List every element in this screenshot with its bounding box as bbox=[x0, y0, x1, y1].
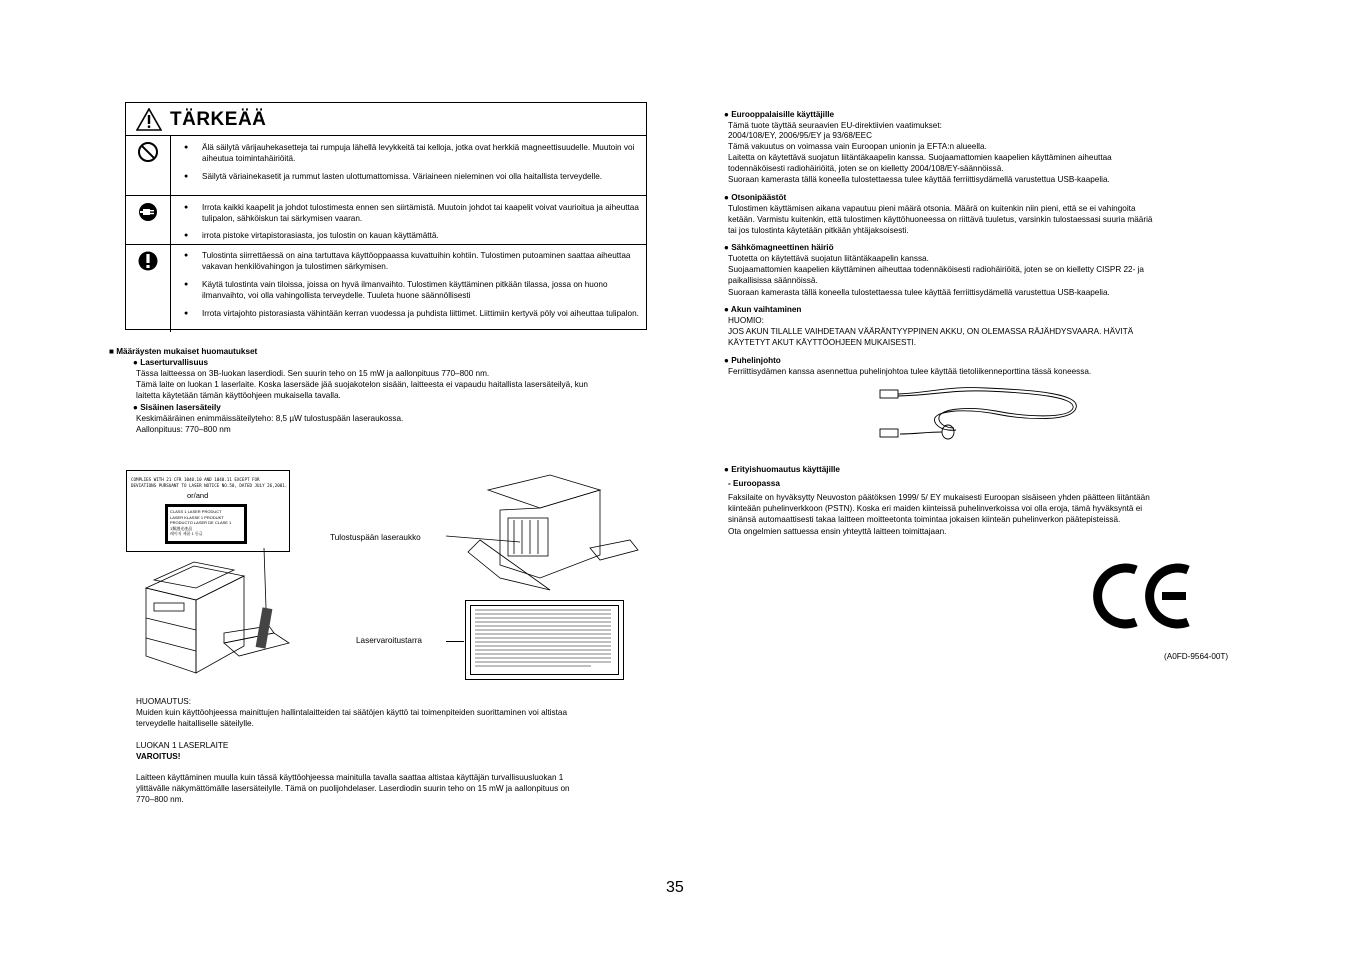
text-line: Faksilaite on hyväksytty Neuvoston päätöksen 1999/ 5/ EY mukaisesti Euroopan sisäiseen yhden päätteen liitäntään bbox=[728, 493, 1150, 502]
text-line: Suoraan kamerasta tällä koneella tulostettaessa tulee käyttää ferriittisydämellä varustettua USB-kaapelia. bbox=[728, 288, 1110, 297]
warning-item: ● Irrota virtajohto pistorasiasta vähintään kerran vuodessa ja puhdista liittimet. Liittimiin kertyvä pöly voi aiheuttaa tulipalon. bbox=[170, 309, 642, 320]
aperture-label: Tulostuspään laseraukko bbox=[330, 533, 421, 542]
laser-safety-title: ● Laserturvallisuus bbox=[133, 358, 209, 367]
text-line: Tämä laite on luokan 1 laserlaite. Koska lasersäde jää suojakotelon sisään, laitteesta ei vapaudu haitallista lasersäteilyä, kun bbox=[136, 380, 588, 389]
europe-title: - Euroopassa bbox=[728, 479, 780, 488]
printer-illustration-front bbox=[124, 548, 294, 683]
exclamation-icon bbox=[137, 250, 159, 272]
class-line: 레이저 제품 1 등급 bbox=[170, 531, 203, 536]
text-line: Tässa laitteessa on 3B-luokan laserdiodi. Sen suurin teho on 15 mW ja aallonpituus 770–800 nm. bbox=[136, 369, 490, 378]
phone-cord-illustration bbox=[876, 384, 1086, 446]
warning-group-2 bbox=[126, 196, 646, 245]
sticker-label: Laservaroitustarra bbox=[356, 636, 422, 645]
sticker-text-block bbox=[470, 605, 619, 675]
comply-line: COMPLIES WITH 21 CFR 1040.10 AND 1040.11 EXCEPT FOR bbox=[131, 477, 260, 482]
printer-illustration-open bbox=[440, 470, 640, 595]
comply-line: DEVIATIONS PURSUANT TO LASER NOTICE NO.50, DATED JULY 26,2001. bbox=[131, 483, 288, 488]
text-line: terveydelle haitalliselle säteilylle. bbox=[136, 719, 254, 728]
text-line: Laitteen käyttäminen muulla kuin tässä käyttöohjeessa mainitulla tavalla saattaa altistaa käyttäjän turvallisuusluokan 1 bbox=[136, 773, 564, 782]
warning-header bbox=[126, 103, 646, 136]
class1-heading: LUOKAN 1 LASERLAITE bbox=[136, 741, 229, 750]
text-line: Tulostimen käyttämisen aikana vapautuu pieni määrä otsonia. Määrä on kuitenkin niin pieni, että se ei vahingoita bbox=[728, 204, 1136, 213]
warning-item: ● Säilytä väriainekasetit ja rummut lasten ulottumattomissa. Väriaineen nieleminen voi olla haitallista terveydelle. bbox=[170, 172, 642, 183]
eu-title: ● Eurooppalaisille käyttäjille bbox=[724, 110, 835, 119]
text-line: Ferriittisydämen kanssa asennettua puhelinjohtoa tulee käyttää tietoliikenneporttina tässä koneessa. bbox=[728, 367, 1092, 376]
pointer-line bbox=[446, 641, 464, 642]
warning-group-1 bbox=[126, 136, 646, 196]
battery-title: ● Akun vaihtaminen bbox=[724, 305, 802, 314]
text-line: Tuotetta on käytettävä suojatun liitäntäkaapelin kanssa. bbox=[728, 254, 929, 263]
class-line: 1類激光產品 bbox=[170, 525, 193, 531]
warning-item: ● Älä säilytä värijauhekasetteja tai rumpuja lähellä levykkeitä tai kelloja, jotka ovat herkkiä magneettisuudelle. Muutoin voi aiheutua toimintahäiriöitä. bbox=[170, 143, 642, 164]
warning-item: ● Tulostinta siirrettäessä on aina tartuttava käyttöoppaassa kuvattuihin kohtiin. Tulostimen putoaminen saattaa aiheuttaa vakavan henkilövahingon ja tulostimen särkymisen. bbox=[170, 251, 642, 272]
or-and-text: or/and bbox=[187, 491, 209, 500]
sticker-lines bbox=[471, 606, 617, 673]
class1-label bbox=[165, 504, 247, 544]
text-line: Suojaamattomien kaapelien käyttäminen aiheuttaa todennäköisesti radiohäiriöitä, joten se on kielletty CISPR 22- ja bbox=[728, 265, 1144, 274]
ozone-title: ● Otsonipäästöt bbox=[724, 193, 787, 202]
text-line: tai jos tulostinta käytetään pitkään yhtäjaksoisesti. bbox=[728, 226, 909, 235]
page-number: 35 bbox=[666, 879, 684, 896]
phone-cord-title: ● Puhelinjohto bbox=[724, 356, 781, 365]
ce-mark-icon bbox=[1092, 560, 1194, 632]
regs-heading: ■ Määräysten mukaiset huomautukset bbox=[109, 347, 258, 356]
warning-table bbox=[125, 102, 647, 330]
text-line: sinänsä automaattisesti takaa laitteen moitteetonta toimintaa jokaisen kiinteän puhelinverkon päätepisteissä. bbox=[728, 515, 1121, 524]
text-line: laitetta käytetään tämän käyttöohjeen mukaisella tavalla. bbox=[136, 391, 341, 400]
warning-triangle-icon bbox=[136, 108, 162, 131]
warning-title: TÄRKEÄÄ bbox=[170, 109, 267, 130]
text-line: Tämä vakuutus on voimassa vain Euroopan unionin ja EFTA:n alueella. bbox=[728, 142, 987, 151]
prohibited-icon bbox=[137, 141, 159, 163]
text-line: Tämä tuote täyttää seuraavien EU-direktiivien vaatimukset: bbox=[728, 121, 942, 130]
text-line: KÄYTETYT AKUT KÄYTTÖOHJEEN MUKAISESTI. bbox=[728, 338, 917, 347]
laser-warning-sticker bbox=[465, 600, 624, 680]
text-line: ylittävälle näkymättömälle lasersäteilylle. Tämä on puolijohdelaser. Laserdiodin suurin teho on 15 mW ja aallonpituus on bbox=[136, 784, 570, 793]
warning-item: ● irrota pistoke virtapistorasiasta, jos tulostin on kauan käyttämättä. bbox=[170, 231, 642, 242]
warning-group-3 bbox=[126, 245, 646, 332]
document-code: (A0FD-9564-00T) bbox=[1164, 652, 1229, 661]
text-line: Keskimääräinen enimmäissäteilyteho: 8,5 µW tulostuspään laseraukossa. bbox=[136, 414, 404, 423]
text-line: todennäköisesti radiohäiriöitä, joten se on kielletty 2004/108/EY-säännöissä. bbox=[728, 164, 1004, 173]
class-line: PRODUCTO LASER DE CLASE 1 bbox=[170, 520, 232, 525]
class-line: CLASS 1 LASER PRODUCT bbox=[170, 509, 222, 514]
text-line: paikallisissa säännöissä. bbox=[728, 276, 818, 285]
text-line: 770–800 nm. bbox=[136, 795, 184, 804]
text-line: Ota ongelmien sattuessa ensin yhteyttä laitteen toimittajaan. bbox=[728, 527, 947, 536]
special-notice-title: ● Erityishuomautus käyttäjille bbox=[724, 465, 840, 474]
text-line: Suoraan kamerasta tällä koneella tulostettaessa tulee käyttää ferriittisydämellä varustettua USB-kaapelia. bbox=[728, 175, 1110, 184]
text-line: ketään. Varmistu kuitenkin, että tulostimen käyttöhuoneessa on riittävä tuuletus, varsinkin tulostaessasi suuria määriä bbox=[728, 215, 1153, 224]
text-line: Muiden kuin käyttöohjeessa mainittujen hallintalaitteiden tai säätöjen käyttö tai toimenpiteiden suorittaminen voi altistaa bbox=[136, 708, 568, 717]
emi-title: ● Sähkömagneettinen häiriö bbox=[724, 243, 834, 252]
text-line: Aallonpituus: 770–800 nm bbox=[136, 425, 231, 434]
text-line: JOS AKUN TILALLE VAIHDETAAN VÄÄRÄNTYYPPINEN AKKU, ON OLEMASSA RÄJÄHDYSVAARA. HÄVITÄ bbox=[728, 327, 1134, 336]
class-line: LASER KLASSE 1 PRODUKT bbox=[170, 514, 224, 520]
warning-item: ● Irrota kaikki kaapelit ja johdot tulostimesta ennen sen siirtämistä. Muutoin johdot tai kaapelit voivat vaurioitua ja aiheuttaa tulipalon, sähköiskun tai särkymisen vaaran. bbox=[170, 203, 642, 224]
unplug-icon bbox=[137, 201, 159, 223]
text-line: 2004/108/EY, 2006/95/EY ja 93/68/EEC bbox=[728, 131, 873, 140]
compliance-label bbox=[126, 470, 290, 552]
internal-laser-title: ● Sisäinen lasersäteily bbox=[133, 403, 221, 412]
varoitus-heading: VAROITUS! bbox=[136, 752, 181, 761]
text-line: HUOMIO: bbox=[728, 316, 764, 325]
warning-item: ● Käytä tulostinta vain tiloissa, joissa on hyvä ilmanvaihto. Tulostimen käyttäminen pitkään tilassa, jossa on huono ilmanvaihto, voi olla vahingollista terveydelle. Tuuleta huone säännöllisesti bbox=[170, 280, 642, 301]
notice-title: HUOMAUTUS: bbox=[136, 697, 192, 706]
text-line: kiinteään puhelinverkkoon (PSTN). Koska eri maiden kiinteissä puhelinverkoissa voi olla eroja, tämä hyväksyntä ei bbox=[728, 504, 1143, 513]
text-line: Laitetta on käytettävä suojatun liitäntäkaapelin kanssa. Suojaamattomien kaapelien käyttäminen aiheuttaa bbox=[728, 153, 1112, 162]
